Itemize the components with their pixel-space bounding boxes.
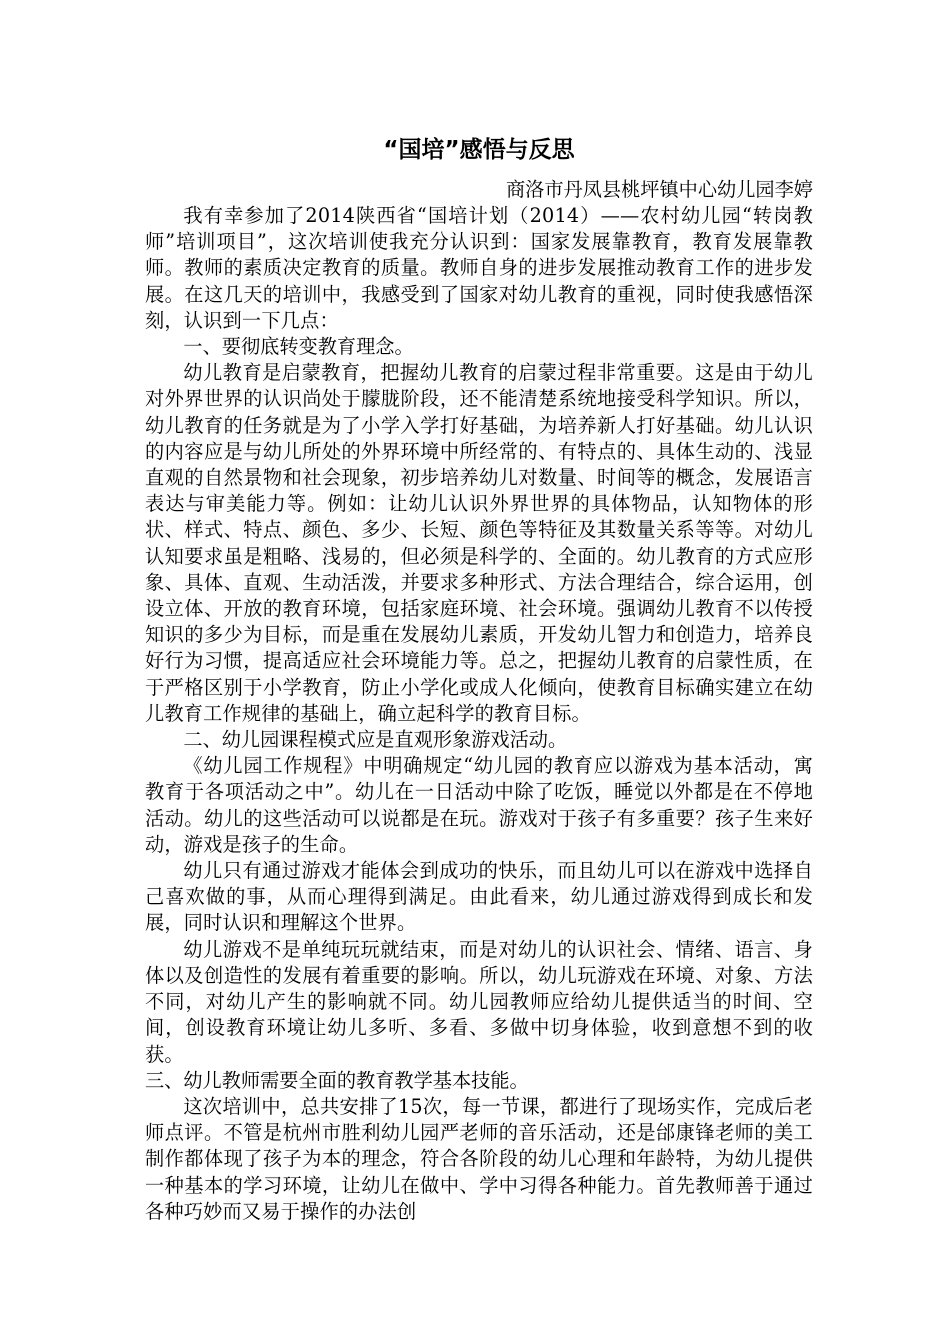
section-heading-3: 三、幼儿教师需要全面的教育教学基本技能。	[145, 1068, 529, 1092]
section-2-paragraph-3: 幼儿游戏不是单纯玩玩就结束，而是对幼儿的认识社会、情绪、语言、身体以及创造性的发展有着重要的影响。所以，幼儿玩游戏在环境、对象、方法不同，对幼儿产生的影响就不同。幼儿园教师应给幼儿提供适当的时间、空间，创设教育环境让幼儿多听、多看、多做中切身体验，收到意想不到的收获。	[145, 937, 813, 1066]
document-body	[145, 132, 813, 1225]
page-title: “国培”感悟与反思	[383, 137, 575, 163]
section-2-paragraph-1: 《幼儿园工作规程》中明确规定“幼儿园的教育应以游戏为基本活动，寓教育于各项活动之中”。幼儿在一日活动中除了吃饭，睡觉以外都是在不停地活动。幼儿的这些活动可以说都是在玩。游戏对于孩子有多重要？孩子生来好动，游戏是孩子的生命。	[145, 754, 813, 856]
author-line: 商洛市丹凤县桃坪镇中心幼儿园李婷	[506, 178, 813, 201]
section-3-paragraph: 这次培训中，总共安排了15次，每一节课，都进行了现场实作，完成后老师点评。不管是杭州市胜利幼儿园严老师的音乐活动，还是邰康锋老师的美工制作都体现了孩子为本的理念，符合各阶段的幼儿心理和年龄特，为幼儿提供一种基本的学习环境，让幼儿在做中、学中习得各种能力。首先教师善于通过各种巧妙而又易于操作的办法创	[145, 1094, 813, 1223]
section-1-paragraph: 幼儿教育是启蒙教育，把握幼儿教育的启蒙过程非常重要。这是由于幼儿对外界世界的认识尚处于朦胧阶段，还不能清楚系统地接受科学知识。所以，幼儿教育的任务就是为了小学入学打好基础，为培养新人打好基础。幼儿认识的内容应是与幼儿所处的外界环境中所经常的、有特点的、具体生动的、浅显直观的自然景物和社会现象，初步培养幼儿对数量、时间等的概念，发展语言表达与审美能力等。例如：让幼儿认识外界世界的具体物品，认知物体的形状、样式、特点、颜色、多少、长短、颜色等特征及其数量关系等等。对幼儿认知要求虽是粗略、浅易的，但必须是科学的、全面的。幼儿教育的方式应形象、具体、直观、生动活泼，并要求多种形式、方法合理结合，综合运用，创设立体、开放的教育环境，包括家庭环境、社会环境。强调幼儿教育不以传授知识的多少为目标，而是重在发展幼儿素质，开发幼儿智力和创造力，培养良好行为习惯，提高适应社会环境能力等。总之，把握幼儿教育的启蒙性质，在于严格区别于小学教育，防止小学化或成人化倾向，使教育目标确实建立在幼儿教育工作规律的基础上，确立起科学的教育目标。	[145, 361, 813, 725]
section-2-paragraph-2: 幼儿只有通过游戏才能体会到成功的快乐，而且幼儿可以在游戏中选择自己喜欢做的事，从而心理得到满足。由此看来，幼儿通过游戏得到成长和发展，同时认识和理解这个世界。	[145, 859, 813, 935]
intro-paragraph: 我有幸参加了2014陕西省“国培计划（2014）——农村幼儿园“转岗教师”培训项目”，这次培训使我充分认识到：国家发展靠教育，教育发展靠教师。教师的素质决定教育的质量。教师自身的进步发展推动教育工作的进步发展。在这几天的培训中，我感受到了国家对幼儿教育的重视，同时使我感悟深刻，认识到一下几点：	[145, 204, 813, 332]
section-heading-1: 一、要彻底转变教育理念。	[183, 335, 414, 359]
section-heading-2: 二、幼儿园课程模式应是直观形象游戏活动。	[183, 728, 568, 752]
